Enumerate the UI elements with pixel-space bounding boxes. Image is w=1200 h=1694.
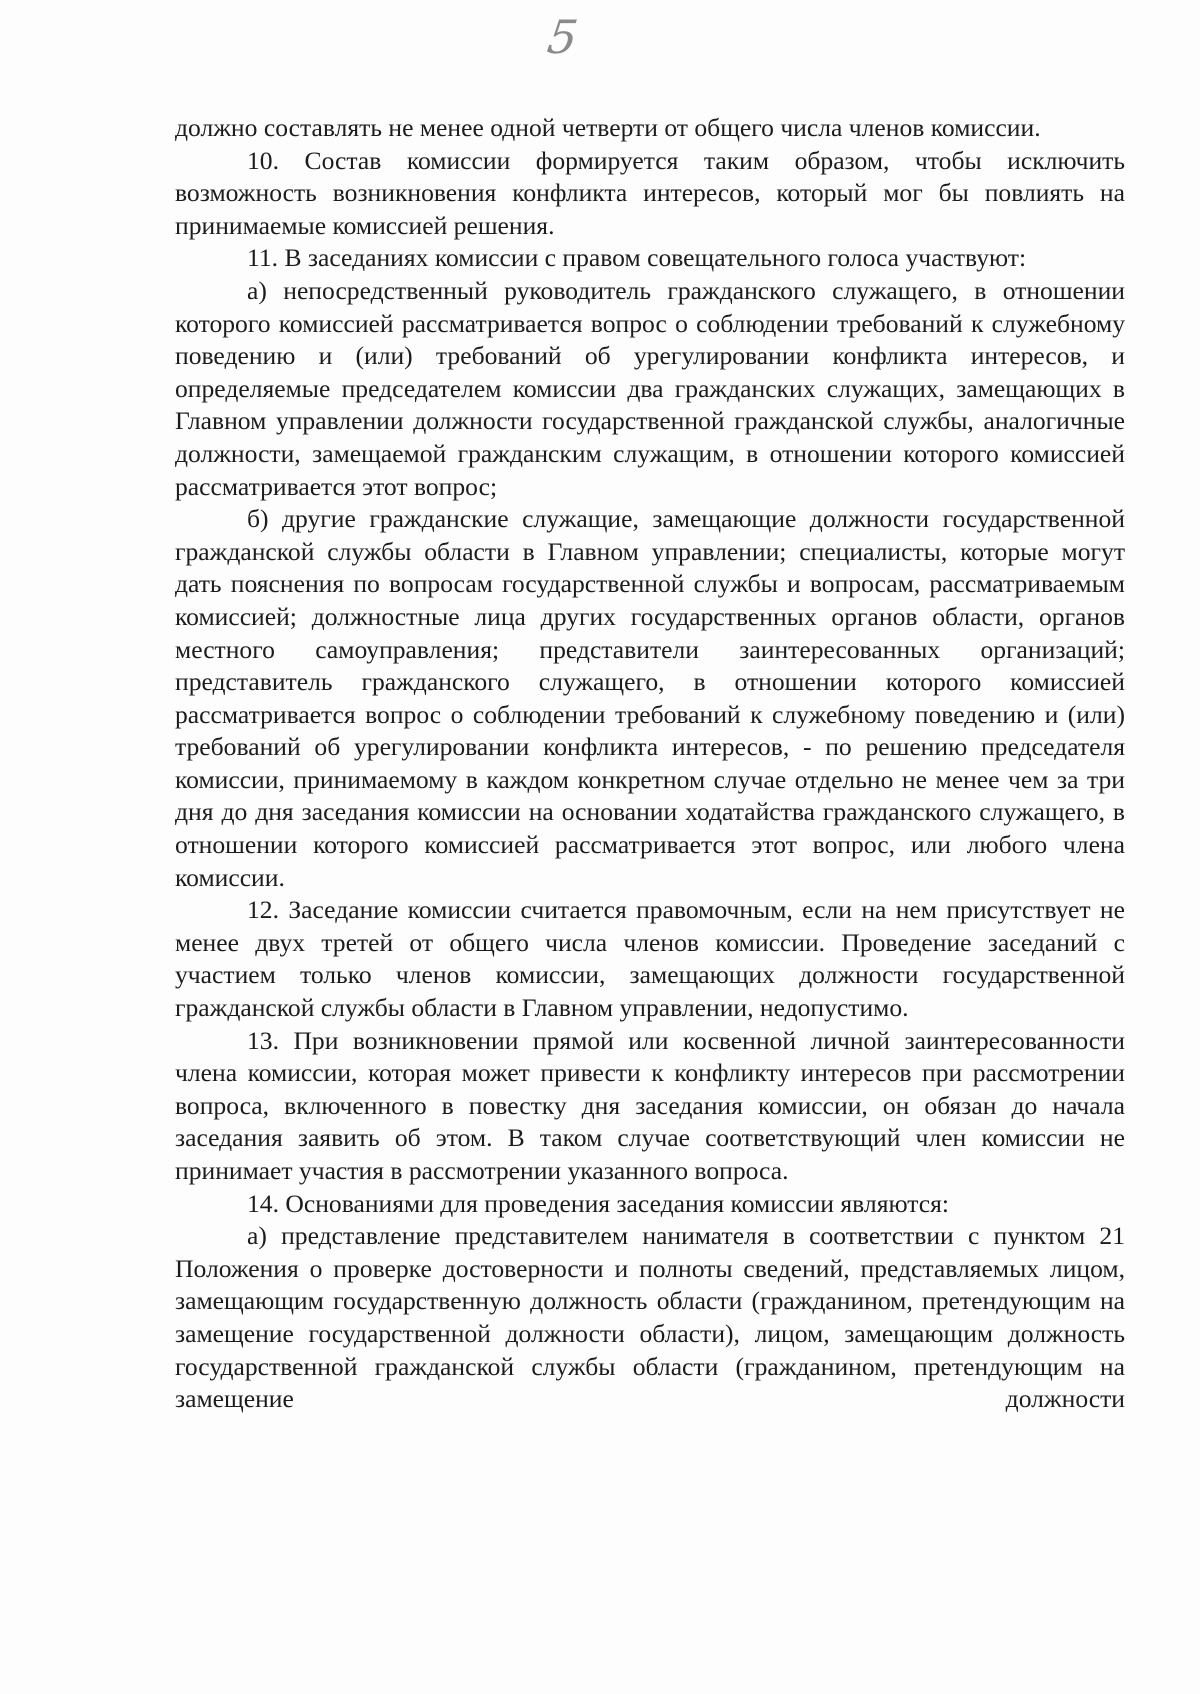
paragraph-11-b: б) другие гражданские служащие, замещающие должности государственной гражданской службы области в Главном управлении; специалисты, которые могут дать пояснения по вопросам государственной службы и вопросам, рассматриваемым комиссией; должностные лица других государственных органов области, органов местного самоуправления; представители заинтересованных организаций; представитель гражданского служащего, в отношении которого комиссией рассматривается вопрос о соблюдении требований к служебному поведению и (или) требований об урегулировании конфликта интересов, - по решению председателя комиссии, принимаемому в каждом конкретном случае отдельно не менее чем за три дня до дня заседания комиссии на основании ходатайства гражданского служащего, в отношении которого комиссией рассматривается этот вопрос, или любого члена комиссии. <box>175 504 1125 892</box>
document-body <box>175 112 1125 1416</box>
paragraph-14-a: а) представление представителем нанимателя в соответствии с пунктом 21 Положения о проверке достоверности и полноты сведений, представляемых лицом, замещающим государственную должность области (гражданином, претендующим на замещение государственной должности области), лицом, замещающим должность государственной гражданской службы области (гражданином, претендующим на замещение должности <box>175 1221 1125 1414</box>
paragraph-11-a: а) непосредственный руководитель гражданского служащего, в отношении которого комиссией рассматривается вопрос о соблюдении требований к служебному поведению и (или) требований об урегулировании конфликта интересов, и определяемые председателем комиссии два гражданских служащих, замещающих в Главном управлении должности государственной гражданской службы, аналогичные должности, замещаемой гражданским служащим, в отношении которого комиссией рассматривается этот вопрос; <box>175 275 1125 501</box>
paragraph-10: 10. Состав комиссии формируется таким образом, чтобы исключить возможность возникновения конфликта интересов, который мог бы повлиять на принимаемые комиссией решения. <box>175 145 1125 240</box>
page-number: 5 <box>544 10 582 64</box>
paragraph-continuation: должно составлять не менее одной четверти от общего числа членов комиссии. <box>175 113 1041 142</box>
paragraph-13: 13. При возникновении прямой или косвенной личной заинтересованности члена комиссии, которая может привести к конфликту интересов при рассмотрении вопроса, включенного в повестку дня заседания комиссии, он обязан до начала заседания заявить об этом. В таком случае соответствующий член комиссии не принимает участия в рассмотрении указанного вопроса. <box>175 1025 1125 1185</box>
paragraph-14: 14. Основаниями для проведения заседания комиссии являются: <box>247 1188 949 1218</box>
paragraph-12: 12. Заседание комиссии считается правомочным, если на нем присутствует не менее двух третей от общего числа членов комиссии. Проведение заседаний с участием только членов комиссии, замещающих должности государственной гражданской службы области в Главном управлении, недопустимо. <box>175 895 1125 1023</box>
paragraph-11: 11. В заседаниях комиссии с правом совещательного голоса участвуют: <box>247 243 1027 273</box>
